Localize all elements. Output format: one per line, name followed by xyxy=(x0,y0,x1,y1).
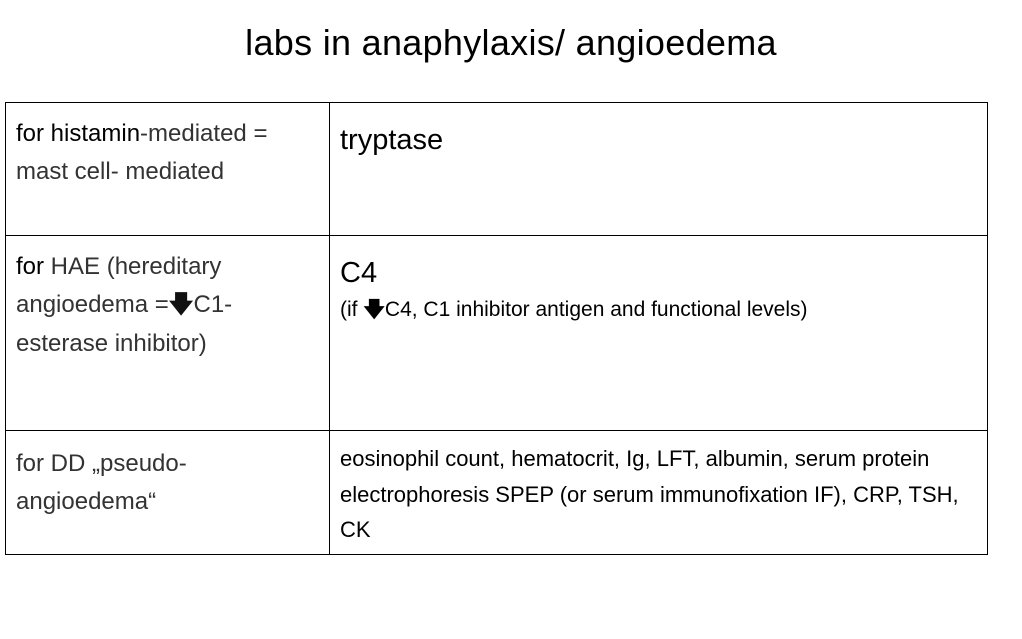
table-row xyxy=(6,236,988,431)
lab-test-name: C4 xyxy=(340,257,378,289)
indication-cell xyxy=(6,103,330,236)
down-arrow-icon: 🡇 xyxy=(363,298,385,322)
indication-lead: for histamin xyxy=(16,120,141,147)
table-row xyxy=(6,103,988,236)
indication-text: HAE (hereditary angioedema = xyxy=(16,253,222,319)
indication-cell xyxy=(6,236,330,431)
lab-note-post: C4, C1 inhibitor antigen and functional levels) xyxy=(384,298,808,322)
page-title: labs in anaphylaxis/ angioedema xyxy=(245,22,777,63)
lab-note-pre: (if xyxy=(340,298,364,322)
indication-cell: for DD „pseudo-angioedema“ xyxy=(6,431,330,555)
indication-lead: for xyxy=(16,253,45,280)
lab-cell xyxy=(330,103,988,236)
lab-cell xyxy=(330,236,988,431)
labs-table xyxy=(5,102,988,555)
indication-text-cont: C1-esterase inhibitor) xyxy=(16,291,233,357)
indication-text: -mediated = mast cell- mediated xyxy=(16,120,268,186)
lab-cell: eosinophil count, hematocrit, Ig, LFT, albumin, serum protein electrophoresis SPEP (or serum immunofixation IF), CRP, TSH, CK xyxy=(330,431,988,555)
lab-test-note xyxy=(340,296,977,323)
lab-test-name: tryptase xyxy=(340,124,444,156)
down-arrow-icon: 🡇 xyxy=(168,291,194,319)
table-row xyxy=(6,431,988,555)
